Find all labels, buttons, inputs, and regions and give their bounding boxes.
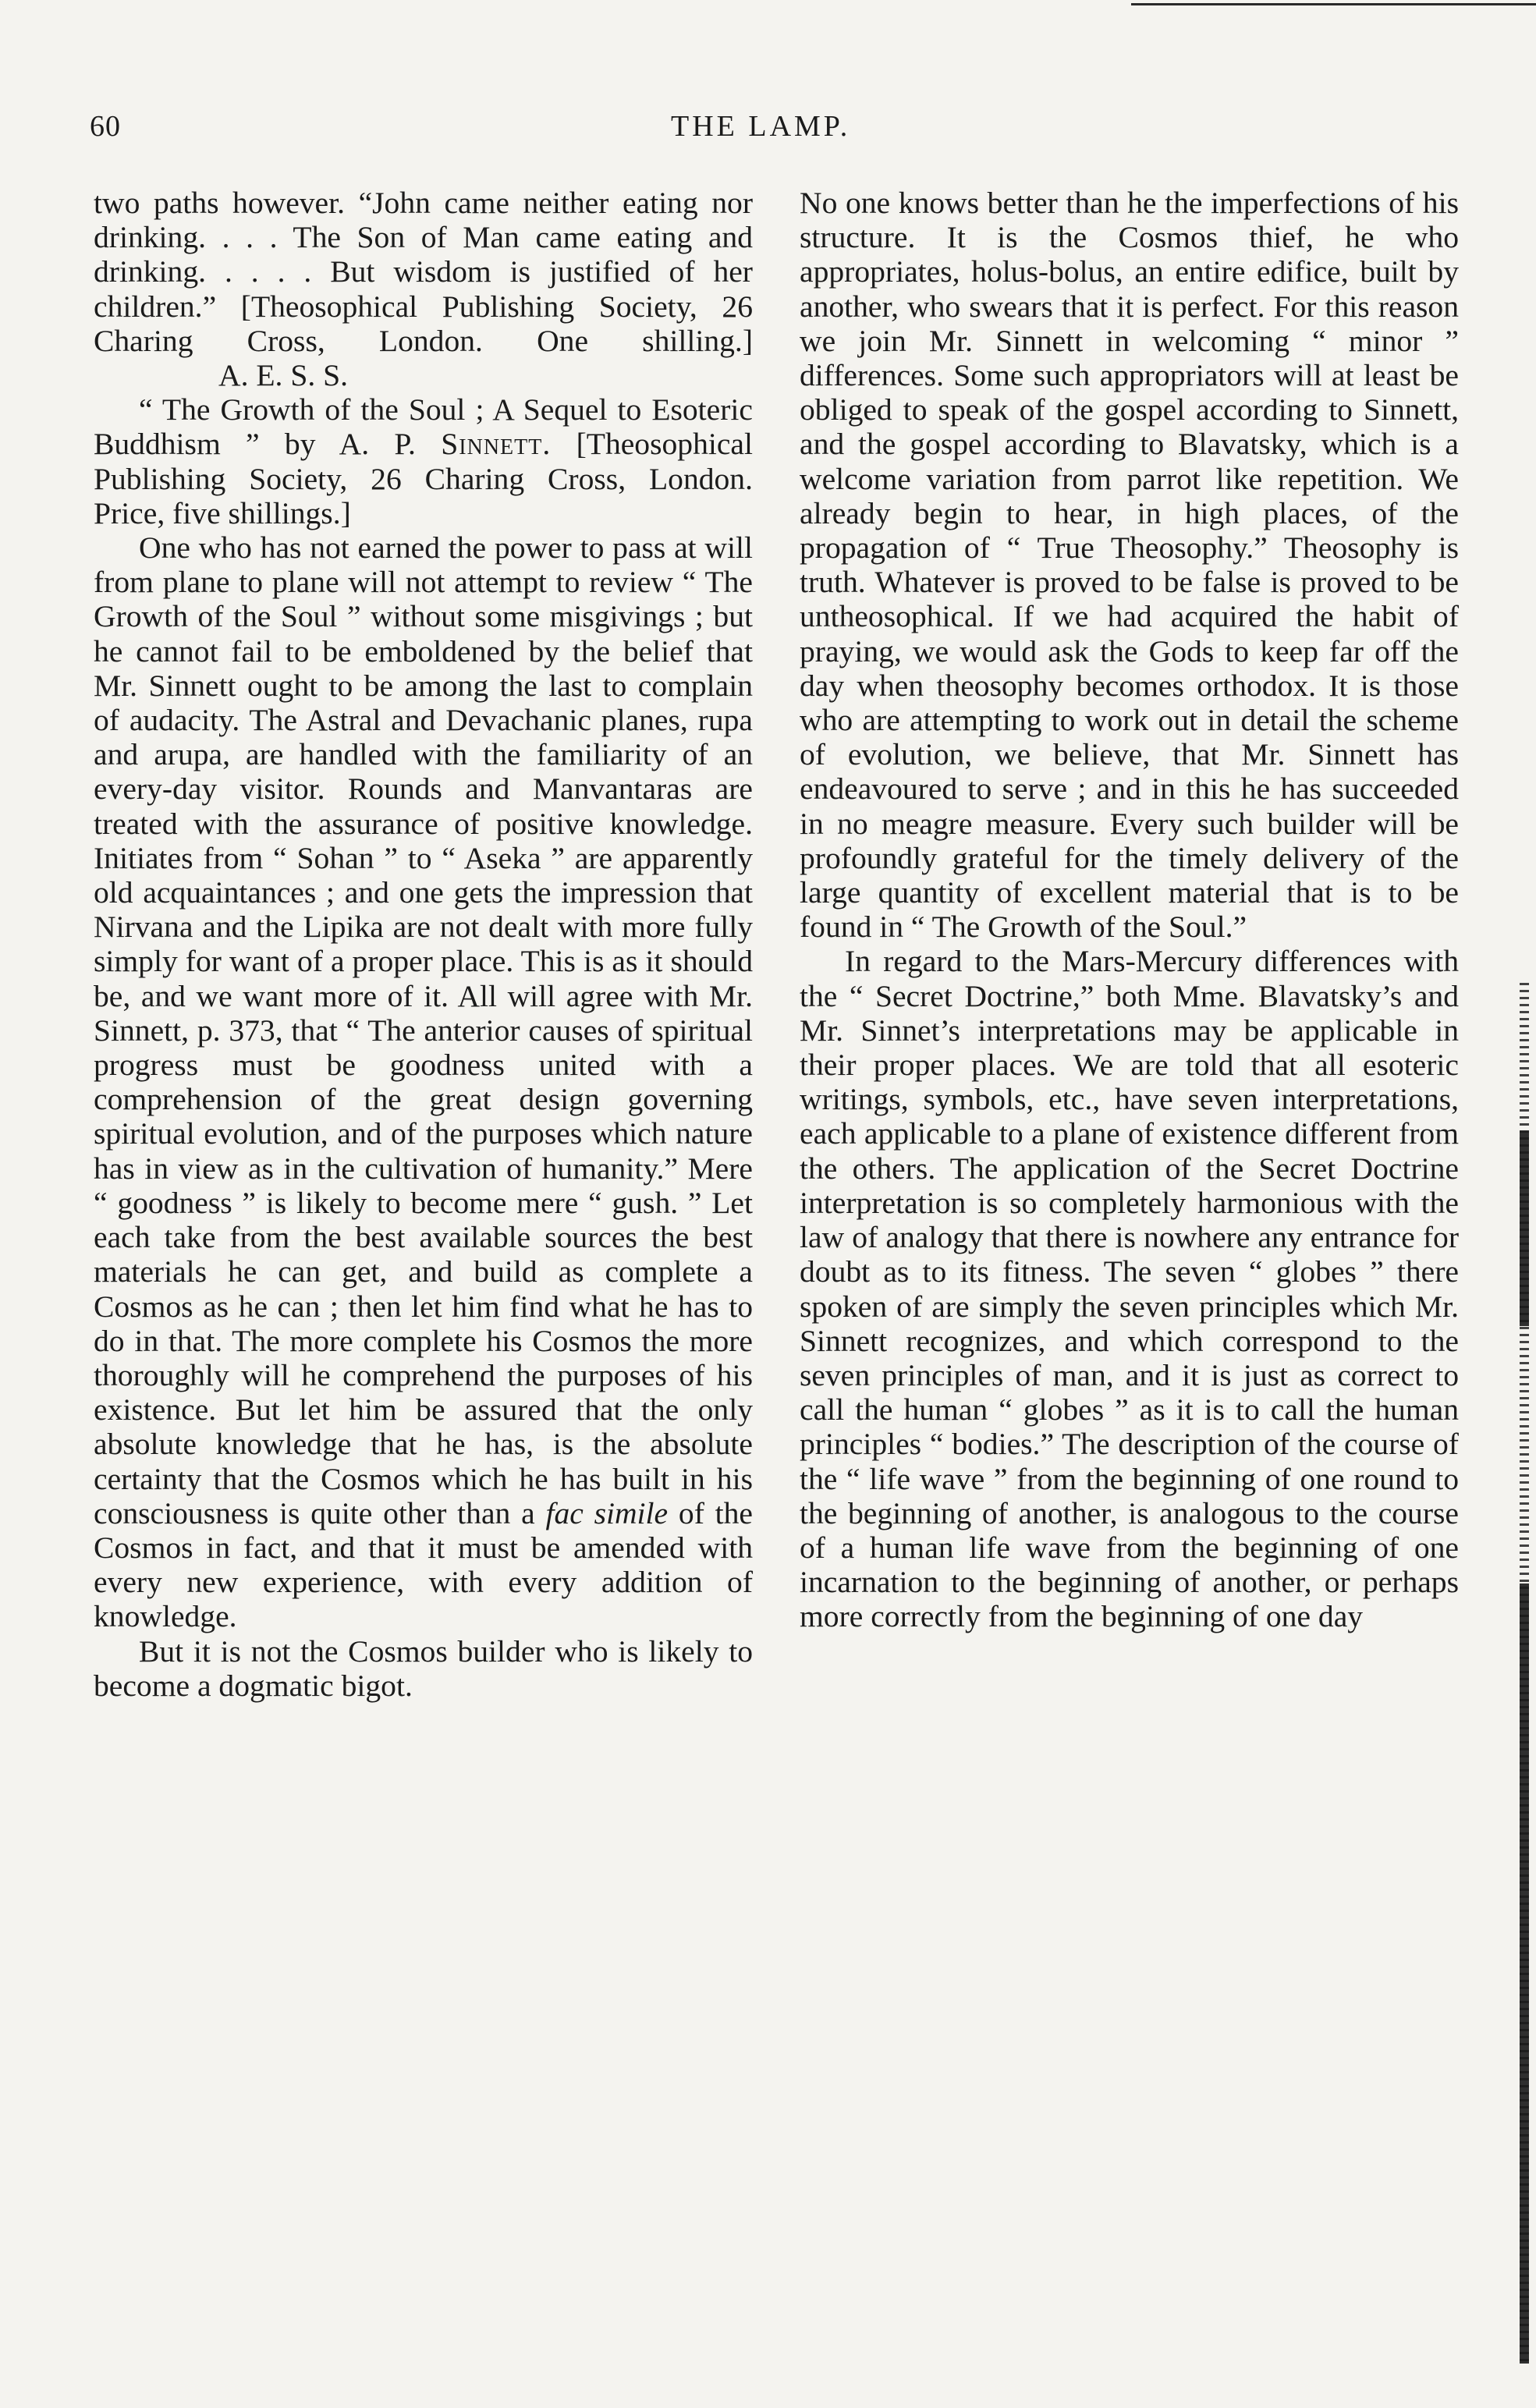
left-paragraph-3-end: of the Cosmos in fact, and that it must be amended with every new experience, with every addition of knowledge. xyxy=(94,1495,753,1634)
scan-edge-artifact-dark-lower xyxy=(1520,1583,1529,2364)
top-rule xyxy=(1131,3,1536,5)
book-author: Sinnett. xyxy=(441,427,552,462)
page-number: 60 xyxy=(90,110,121,143)
left-paragraph-3-italic: fac simile xyxy=(545,1495,669,1530)
left-paragraph-1 xyxy=(94,186,753,392)
left-paragraph-3-text: One who has not earned the power to pass at will from plane to plane will not attempt to review “ The Growth of the Soul ” without some misgivings ; but he cannot fail to be emboldened by the belief that Mr. Sinnett ought to be among the last to complain of audacity. The Astral and Devachanic planes, rupa and arupa, are handled with the familiarity of an every-day visitor. Rounds and Manvantaras are treated with the assurance of positive knowledge. Initiates from “ Sohan ” to “ Aseka ” are apparently old acquaintances ; and one gets the impression that Nirvana and the Lipika are not dealt with more fully simply for want of a proper place. This is as it should be, and we want more of it. All will agree with Mr. Sinnett, p. 373, that “ The anterior causes of spiritual progress must be goodness united with a comprehension of the great design governing spiritual evolution, and of the purposes which nature has in view as in the cultivation of humanity.” Mere “ goodness ” is likely to become mere “ gush. ” Let each take from the best available sources the best materials he can get, and build as complete a Cosmos as he can ; then let him find what he has to do in that. The more complete his Cosmos the more thoroughly will he comprehend the purposes of his existence. But let him be assured that the only absolute knowledge that he has, is the absolute certainty that the Cosmos which he has built in his consciousness is quite other than a xyxy=(94,530,753,1530)
running-title: THE LAMP. xyxy=(671,110,851,143)
left-paragraph-2 xyxy=(94,392,753,530)
right-column xyxy=(800,186,1459,1634)
book-publisher: [Theosophical Publishing Society, 26 Charing Cross, London. Price, five shillings.] xyxy=(94,427,753,530)
left-column xyxy=(94,186,753,1703)
left-paragraph-1-text: two paths however. “John came neither eating nor drinking. . . . The Son of Man came eating and drinking. . . . . But wisdom is justified of her children.” [Theosophical Publishing Society, 26 Charing Cross, London. One shilling.] xyxy=(94,186,753,358)
left-paragraph-4: But it is not the Cosmos builder who is likely to become a dogmatic bigot. xyxy=(94,1633,753,1703)
right-paragraph-2: In regard to the Mars-Mercury differences with the “ Secret Doctrine,” both Mme. Blavatsky’s and Mr. Sinnet’s interpretations may be applicable in their proper places. We are told that all esoteric writings, symbols, etc., have seven interpretations, each applicable to a plane of existence different from the others. The application of the Secret Doctrine interpretation is so completely harmonious with the law of analogy that there is nowhere any entrance for doubt as to its fitness. The seven “ globes ” there spoken of are simply the seven principles which Mr. Sinnett recognizes, and which correspond to the seven principles of man, and it is just as correct to call the human “ globes ” as it is to call the human principles “ bodies.” The description of the course of the “ life wave ” from the beginning of one round to the beginning of another, is analogous to the course of a human life wave from the beginning of one incarnation to the beginning of another, or perhaps more correctly from the beginning of one day xyxy=(800,944,1459,1634)
right-paragraph-1: No one knows better than he the imperfections of his structure. It is the Cosmos thief, he who appropriates, holus-bolus, an entire edifice, built by another, who swears that it is perfect. For this reason we join Mr. Sinnett in welcoming “ minor ” differences. Some such appropriators will at least be obliged to speak of the gospel according to Sinnett, and the gospel according to Blavatsky, which is a welcome variation from parrot like repetition. We already begin to hear, in high places, of the propagation of “ True Theosophy.” Theosophy is truth. Whatever is proved to be false is proved to be untheosophical. If we had acquired the habit of praying, we would ask the Gods to keep far off the day when theosophy becomes orthodox. It is those who are attempting to work out in detail the scheme of evolution, we believe, that Mr. Sinnett has endeavoured to serve ; and in this he has succeeded in no meagre measure. Every such builder will be profoundly grateful for the timely delivery of the large quantity of excellent material that is to be found in “ The Growth of the Soul.” xyxy=(800,186,1459,945)
page-header xyxy=(0,109,1536,156)
scan-edge-artifact-dark xyxy=(1520,1131,1529,1326)
review-signature: A. E. S. S. xyxy=(218,358,349,393)
book-title-line: “ The Growth of the Soul ; A Sequel to Esoteric Buddhism ” by A. P. xyxy=(94,392,753,462)
left-paragraph-3 xyxy=(94,530,753,1634)
